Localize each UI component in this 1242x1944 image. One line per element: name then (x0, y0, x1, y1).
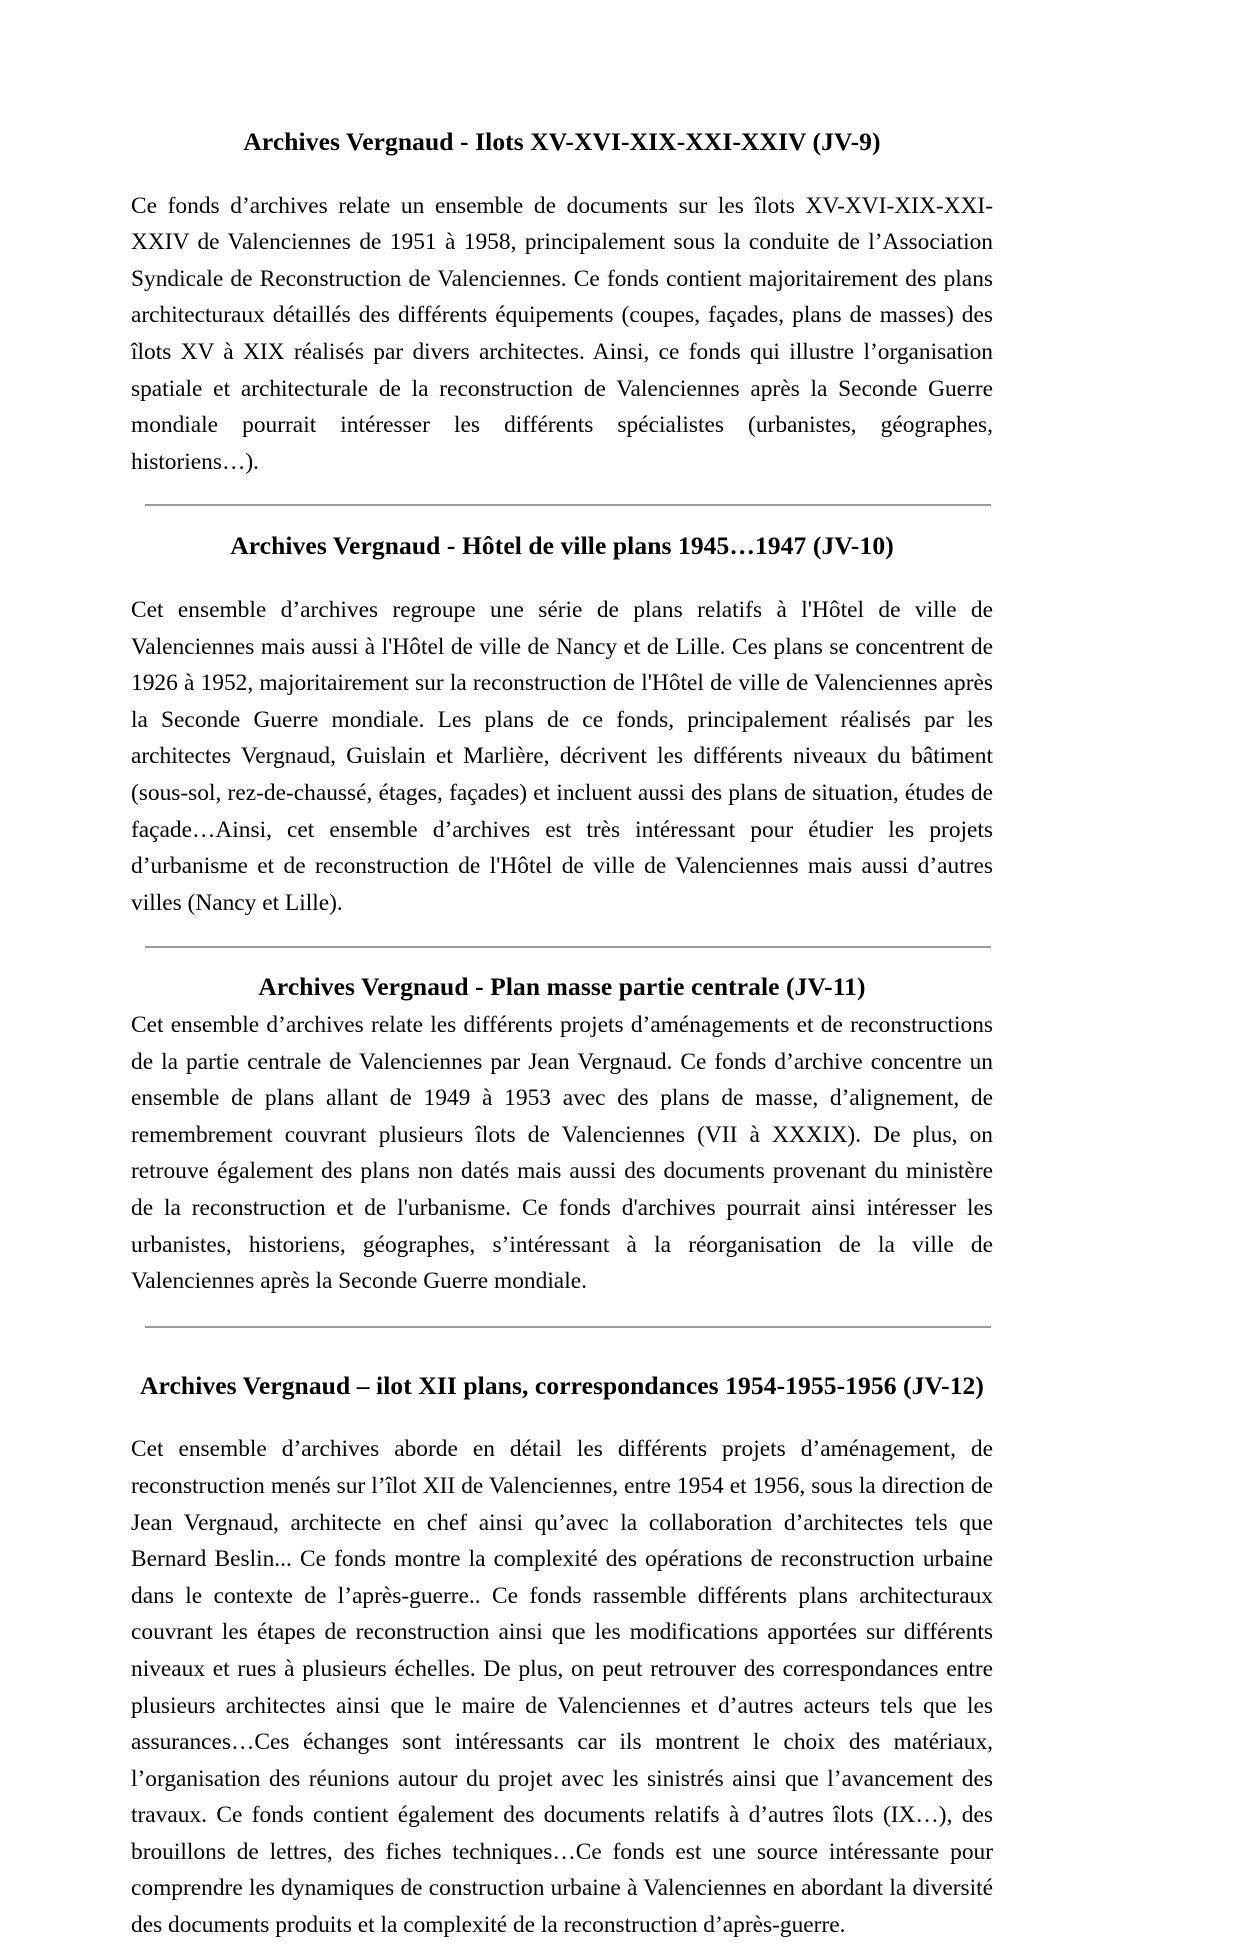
spacer-after-heading-2 (131, 563, 993, 592)
document-content (131, 0, 993, 1944)
spacer-before-rule-3 (131, 1300, 993, 1326)
spacer-after-heading-1 (131, 159, 993, 188)
spacer-after-rule-3 (131, 1328, 993, 1370)
section-body-jv-11: Cet ensemble d’archives relate les différents projets d’aménagements et de reconstructions de la partie centrale de Valenciennes par Jean Vergnaud. Ce fonds d’archive concentre un ensemble de plans allant de 1949 à 1953 avec des plans de masse, d’alignement, de remembrement couvrant plusieurs îlots de Valenciennes (VII à XXXIX). De plus, on retrouve également des plans non datés mais aussi des documents provenant du ministère de la reconstruction et de l'urbanisme. Ce fonds d'archives pourrait ainsi intéresser les urbanistes, historiens, géographes, s’intéressant à la réorganisation de la ville de Valenciennes après la Seconde Guerre mondiale. (131, 1011, 993, 1295)
section-heading-jv-11: Archives Vergnaud - Plan masse partie centrale (JV-11) (258, 972, 866, 1002)
spacer-after-heading-4 (131, 1402, 993, 1431)
top-spacer (131, 0, 993, 126)
section-heading-jv-12: Archives Vergnaud – ilot XII plans, correspondances 1954-1955-1956 (JV-12) (140, 1370, 984, 1400)
section-body-jv-12: Cet ensemble d’archives aborde en détail les différents projets d’aménagement, de reconstruction menés sur l’îlot XII de Valenciennes, entre 1954 et 1956, sous la direction de Jean Vergnaud, architecte en chef ainsi qu’avec la collaboration d’architectes tels que Bernard Beslin... Ce fonds montre la complexité des opérations de reconstruction urbaine dans le contexte de l’après-guerre.. Ce fonds rassemble différents plans architecturaux couvrant les étapes de reconstruction ainsi que les modifications apportées sur différents niveaux et rues à plusieurs échelles. De plus, on peut retrouver des correspondances entre plusieurs architectes ainsi que le maire de Valenciennes et d’autres acteurs tels que les assurances…Ces échanges sont intéressants car ils montrent le choix des matériaux, l’organisation des réunions autour du projet avec les sinistrés ainsi que l’avancement des travaux. Ce fonds contient également des documents relatifs à d’autres îlots (IX…), des brouillons de lettres, des fiches techniques…Ce fonds est une source intéressante pour comprendre les dynamiques de construction urbaine à Valenciennes en abordant la diversité des documents produits et la complexité de la reconstruction d’après-guerre. (131, 1436, 993, 1939)
section-heading-jv-9: Archives Vergnaud - Ilots XV-XVI-XIX-XXI-XXIV (JV-9) (243, 127, 881, 156)
section-body-jv-9: Ce fonds d’archives relate un ensemble de documents sur les îlots XV-XVI-XIX-XXI-XXIV de Valenciennes de 1951 à 1958, principalement sous la conduite de l’Association Syndicale de Reconstruction de Valenciennes. Ce fonds contient majoritairement des plans architecturaux détaillés des différents équipements (coupes, façades, plans de masses) des îlots XV à XIX réalisés par divers architectes. Ainsi, ce fonds qui illustre l’organisation spatiale et architecturale de la reconstruction de Valenciennes après la Seconde Guerre mondiale pourrait intéresser les différents spécialistes (urbanistes, géographes, historiens…). (131, 192, 993, 475)
spacer-after-rule-2 (131, 948, 993, 971)
section-heading-jv-10: Archives Vergnaud - Hôtel de ville plans 1945…1947 (JV-10) (230, 531, 894, 561)
spacer-before-rule-2 (131, 921, 993, 946)
section-body-jv-10: Cet ensemble d’archives regroupe une série de plans relatifs à l'Hôtel de ville de Valenciennes mais aussi à l'Hôtel de ville de Nancy et de Lille. Ces plans se concentrent de 1926 à 1952, majoritairement sur la reconstruction de l'Hôtel de ville de Valenciennes après la Seconde Guerre mondiale. Les plans de ce fonds, principalement réalisés par les architectes Vergnaud, Guislain et Marlière, décrivent les différents niveaux du bâtiment (sous-sol, rez-de-chaussé, étages, façades) et incluent aussi des plans de situation, études de façade…Ainsi, cet ensemble d’archives est très intéressant pour étudier les projets d’urbanisme et de reconstruction de l'Hôtel de ville de Valenciennes mais aussi d’autres villes (Nancy et Lille). (131, 597, 993, 916)
spacer-after-rule-1 (131, 506, 993, 530)
spacer-before-rule-1 (131, 480, 993, 504)
